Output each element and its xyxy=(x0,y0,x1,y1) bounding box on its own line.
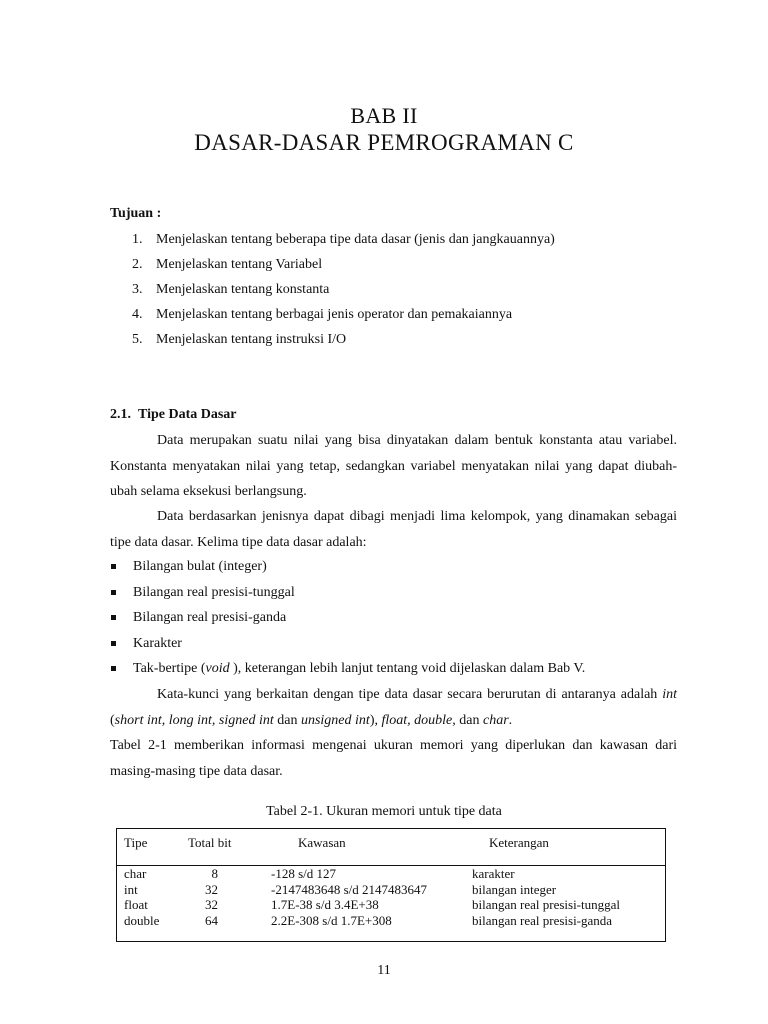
text-run: . xyxy=(508,712,513,728)
chapter-label: BAB II xyxy=(350,103,418,128)
chapter-title: DASAR-DASAR PEMROGRAMAN C xyxy=(194,130,574,155)
list-item xyxy=(110,557,585,583)
list-item-text-before: Tak-bertipe ( xyxy=(133,661,206,676)
paragraph-table-intro: Tabel 2-1 memberikan informasi mengenai ukuran memori yang diperlukan dan kawasan dari masing-masing tipe data dasar. xyxy=(110,738,677,779)
table-cell-bits: 32 xyxy=(205,881,218,897)
bullet-icon xyxy=(111,615,116,620)
objectives-title: Tujuan : xyxy=(110,206,162,221)
table-cell-range: -128 s/d 127 xyxy=(271,866,336,881)
paragraph-keywords xyxy=(110,682,677,733)
list-item-text: Karakter xyxy=(133,635,182,651)
list-item xyxy=(132,230,555,255)
list-item xyxy=(132,305,555,330)
page-number: 11 xyxy=(377,963,391,978)
table-cell-range: 1.7E-38 s/d 3.4E+38 xyxy=(271,897,379,912)
list-item-number: 2. xyxy=(132,257,143,272)
list-item-text: Menjelaskan tentang instruksi I/O xyxy=(156,332,347,347)
list-item xyxy=(110,608,585,634)
keyword-float-double: float, double xyxy=(381,712,453,728)
list-item xyxy=(110,583,585,609)
table-cell-tipe: int xyxy=(124,881,138,897)
list-item-number: 5. xyxy=(132,332,143,347)
objectives-list xyxy=(132,230,555,355)
table-header-total-bit: Total bit xyxy=(188,835,232,850)
keyword-int: int xyxy=(662,687,677,702)
keyword-unsigned-int: unsigned int xyxy=(300,712,370,728)
table-header-tipe: Tipe xyxy=(124,835,148,850)
bullet-icon xyxy=(111,590,116,595)
list-item-text: Bilangan real presisi-ganda xyxy=(133,610,287,625)
list-item-text-after: ), keterangan lebih lanjut tentang void dijelaskan dalam Bab V. xyxy=(229,661,586,676)
table-cell-bits: 32 xyxy=(205,897,218,912)
table-cell-tipe: char xyxy=(124,866,147,881)
section-number: 2.1. xyxy=(110,407,131,422)
text-run: ( xyxy=(110,712,115,728)
section-title: Tipe Data Dasar xyxy=(138,407,237,422)
table-cell-tipe: double xyxy=(124,912,160,928)
table-cell-bits: 8 xyxy=(211,866,218,881)
list-item xyxy=(132,255,555,280)
text-run: Kata-kunci yang berkaitan dengan tipe data dasar secara berurutan di antaranya adalah xyxy=(157,687,663,702)
list-item-number: 3. xyxy=(132,282,143,297)
table-cell-tipe: float xyxy=(124,897,148,912)
list-item-text: Menjelaskan tentang Variabel xyxy=(156,257,323,272)
list-item-text: Menjelaskan tentang konstanta xyxy=(156,282,330,297)
data-type-list xyxy=(110,557,585,685)
table-cell-range: -2147483648 s/d 2147483647 xyxy=(271,881,427,897)
table-header-kawasan: Kawasan xyxy=(298,835,346,850)
table-caption: Tabel 2-1. Ukuran memori untuk tipe data xyxy=(266,804,502,819)
table-cell-desc: karakter xyxy=(472,866,515,881)
table-cell-bits: 64 xyxy=(205,912,218,928)
paragraph-data-definition: Data merupakan suatu nilai yang bisa dinyatakan dalam bentuk konstanta atau variabel. Konstanta menyatakan nilai yang tetap, sedangkan variabel menyatakan nilai yang dapat diubah-ubah selama eksekusi berlangsung. xyxy=(110,433,677,499)
paragraph-data-groups: Data berdasarkan jenisnya dapat dibagi menjadi lima kelompok, yang dinamakan sebagai tipe data dasar. Kelima tipe data dasar adalah: xyxy=(110,509,677,550)
section-heading xyxy=(110,407,237,423)
table-cell-desc: bilangan integer xyxy=(472,881,557,897)
list-item-number: 4. xyxy=(132,307,143,322)
bullet-icon xyxy=(111,666,116,671)
list-item-text: Menjelaskan tentang beberapa tipe data dasar (jenis dan jangkauannya) xyxy=(156,232,555,247)
list-item xyxy=(110,634,585,660)
bullet-icon xyxy=(111,564,116,569)
text-run: ), xyxy=(369,712,382,728)
table-cell-range: 2.2E-308 s/d 1.7E+308 xyxy=(271,912,392,928)
keyword-int-variants: short int, long int, signed int xyxy=(114,712,274,728)
text-run: dan xyxy=(273,712,301,728)
text-run: , dan xyxy=(452,712,483,728)
list-item xyxy=(132,280,555,305)
list-item-number: 1. xyxy=(132,232,143,247)
table-cell-desc: bilangan real presisi-tunggal xyxy=(472,897,621,912)
list-item-text: Bilangan bulat (integer) xyxy=(133,559,267,574)
bullet-icon xyxy=(111,641,116,646)
list-item-text: Menjelaskan tentang berbagai jenis operator dan pemakaiannya xyxy=(156,307,513,322)
list-item-text: Bilangan real presisi-tunggal xyxy=(133,584,295,600)
list-item xyxy=(110,659,585,685)
table-cell-desc: bilangan real presisi-ganda xyxy=(472,912,613,928)
list-item xyxy=(132,330,555,355)
keyword-char: char xyxy=(482,712,509,728)
table-header-keterangan: Keterangan xyxy=(489,835,549,850)
keyword-void: void xyxy=(205,661,230,676)
